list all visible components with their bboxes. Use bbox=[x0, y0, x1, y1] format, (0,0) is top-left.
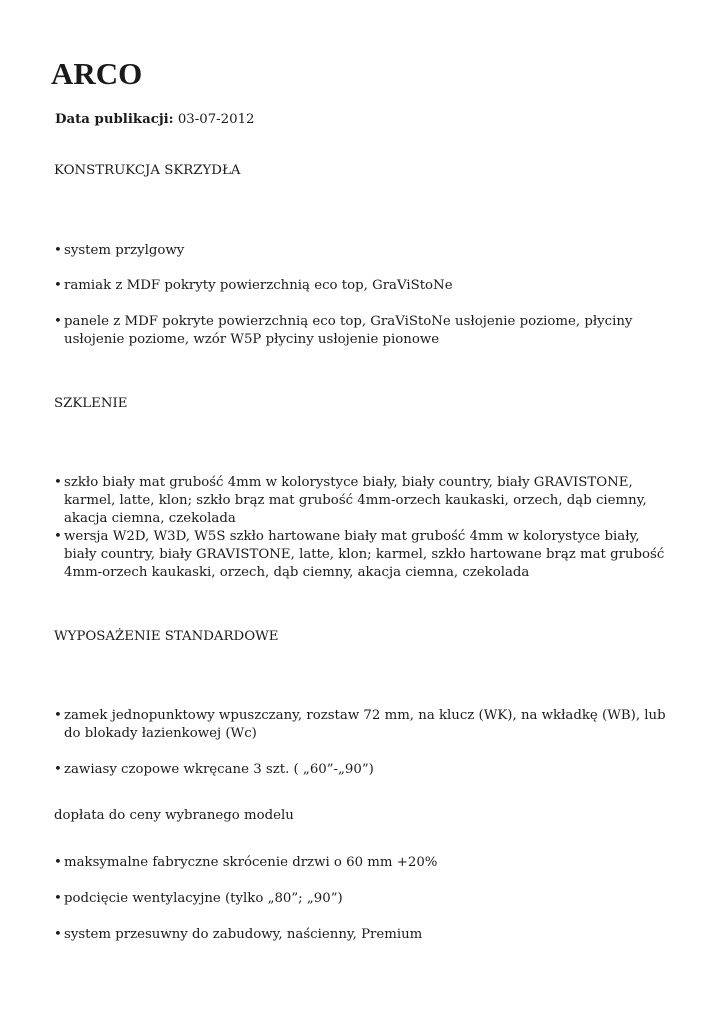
list-item-text: system przylgowy bbox=[64, 243, 185, 258]
bullet-icon: • bbox=[54, 278, 62, 293]
bullet-icon: • bbox=[54, 529, 62, 544]
list-item bbox=[54, 854, 674, 872]
document-title: ARCO bbox=[51, 56, 143, 91]
list-item-text: szkło biały mat grubość 4mm w kolorystyce biały, biały country, biały GRAVISTONE, karmel, latte, klon; szkło brąz mat grubość 4mm-orzech kaukaski, orzech, dąb ciemny, akacja ciemna, czekolada bbox=[64, 475, 647, 526]
section-heading-standard-equipment: WYPOSAŻENIE STANDARDOWE bbox=[54, 629, 279, 644]
bullet-icon: • bbox=[54, 708, 62, 723]
surcharge-intro: dopłata do ceny wybranego modelu bbox=[54, 808, 294, 823]
list-item-text: maksymalne fabryczne skrócenie drzwi o 60 mm +20% bbox=[64, 855, 438, 870]
list-item bbox=[54, 890, 674, 908]
bullet-icon: • bbox=[54, 762, 62, 777]
list-item-text: podcięcie wentylacyjne (tylko „80”; „90”) bbox=[64, 891, 343, 906]
bullet-icon: • bbox=[54, 927, 62, 942]
list-item-text: wersja W2D, W3D, W5S szkło hartowane biały mat grubość 4mm w kolorystyce biały, biały country, biały GRAVISTONE, latte, klon; karmel, szkło hartowane brąz mat grubość 4mm-orzech kaukaski, orzech, dąb ciemny, akacja ciemna, czekolada bbox=[64, 529, 665, 580]
list-item-text: system przesuwny do zabudowy, naścienny, Premium bbox=[64, 927, 423, 942]
publication-label: Data publikacji: bbox=[55, 112, 174, 127]
bullet-icon: • bbox=[54, 891, 62, 906]
list-item-text: zamek jednopunktowy wpuszczany, rozstaw 72 mm, na klucz (WK), na wkładkę (WB), lub do blokady łazienkowej (Wc) bbox=[64, 708, 666, 741]
publication-date: 03-07-2012 bbox=[177, 112, 255, 127]
list-item-text: ramiak z MDF pokryty powierzchnią eco top, GraViStoNe bbox=[64, 278, 453, 293]
section-heading-glazing: SZKLENIE bbox=[54, 396, 128, 411]
list-item bbox=[54, 277, 674, 295]
list-item bbox=[54, 707, 674, 743]
publication-info bbox=[55, 111, 255, 129]
bullet-icon: • bbox=[54, 314, 62, 329]
bullet-icon: • bbox=[54, 475, 62, 490]
list-item bbox=[54, 761, 674, 779]
list-item bbox=[54, 313, 674, 349]
section-heading-construction: KONSTRUKCJA SKRZYDŁA bbox=[54, 163, 241, 178]
bullet-icon: • bbox=[54, 855, 62, 870]
list-item bbox=[54, 528, 674, 582]
list-item-text: panele z MDF pokryte powierzchnią eco top, GraViStoNe usłojenie poziome, płyciny usłojenie poziome, wzór W5P płyciny usłojenie pionowe bbox=[64, 314, 633, 347]
list-item bbox=[54, 242, 674, 260]
list-item bbox=[54, 474, 674, 528]
bullet-icon: • bbox=[54, 243, 62, 258]
list-item-text: zawiasy czopowe wkręcane 3 szt. ( „60”-„90”) bbox=[64, 762, 374, 777]
list-item bbox=[54, 926, 674, 944]
